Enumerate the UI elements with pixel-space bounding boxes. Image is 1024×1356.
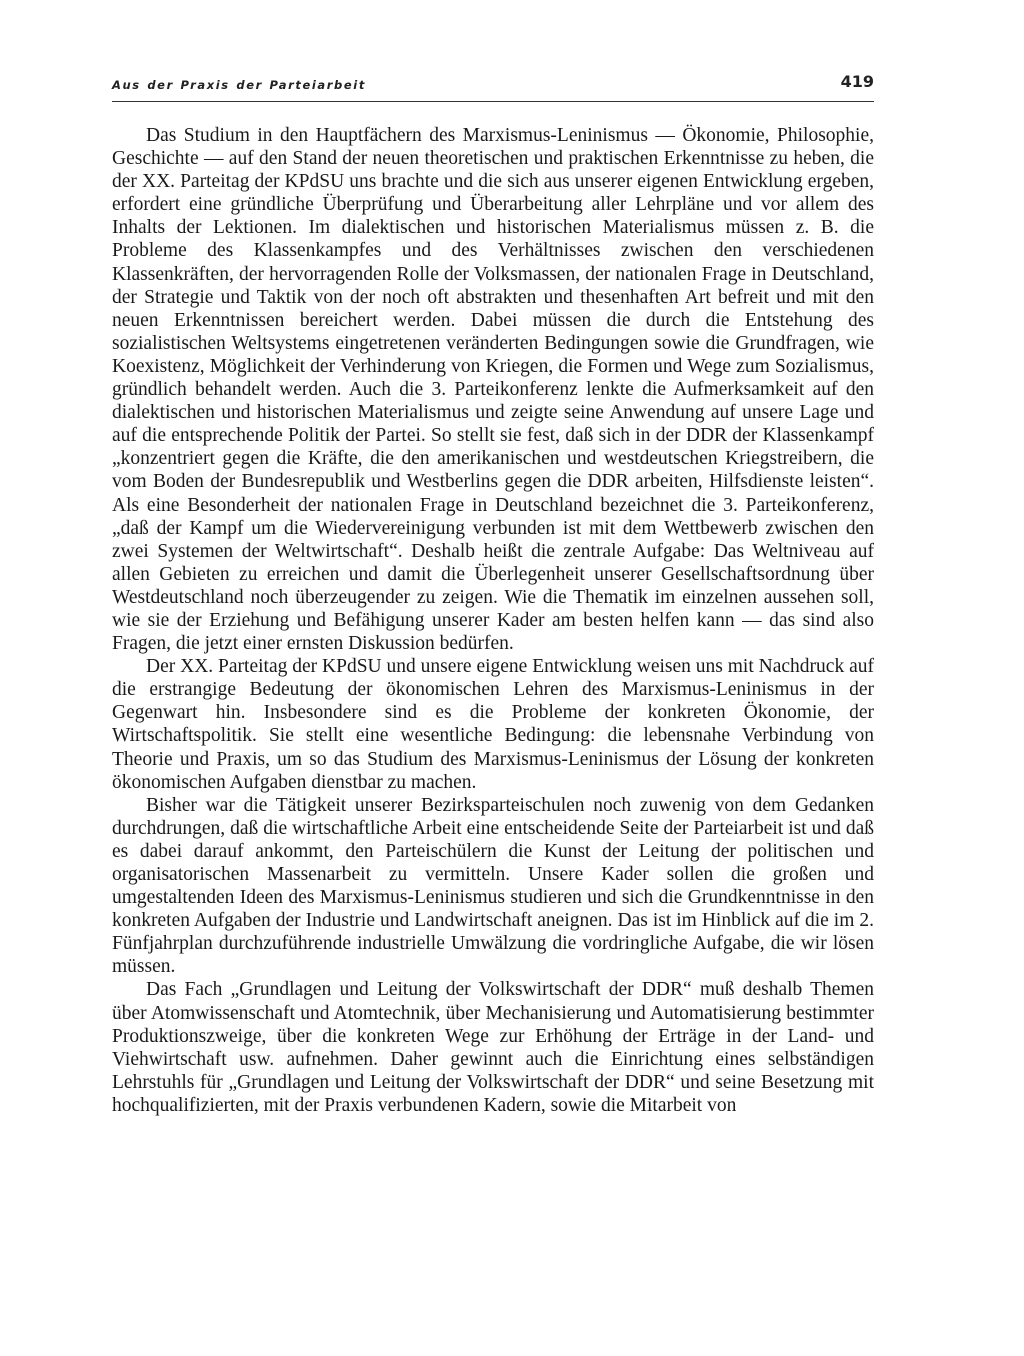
header-rule — [112, 101, 874, 102]
running-title: Aus der Praxis der Parteiarbeit — [112, 78, 366, 92]
body-text — [112, 124, 874, 1117]
paragraph: Das Studium in den Hauptfächern des Marxismus-Leninismus — Ökonomie, Philosophie, Geschichte — auf den Stand der neuen theoretischen und praktischen Erkenntnisse zu heben, die der XX. Parteitag der KPdSU uns brachte und die sich aus unserer eigenen Entwicklung ergeben, erfordert eine gründliche Überprüfung und Überarbeitung aller Lehrpläne und vor allem des Inhalts der Lektionen. Im dialektischen und historischen Materialismus müssen z. B. die Probleme des Klassenkampfes und des Verhältnisses zwischen den verschiedenen Klassenkräften, der hervorragenden Rolle der Volksmassen, der nationalen Frage in Deutschland, der Strategie und Taktik von der noch oft abstrakten und thesenhaften Art befreit und mit den neuen Erkenntnissen bereichert werden. Dabei müssen die durch die Entstehung des sozialistischen Weltsystems eingetretenen veränderten Bedingungen sowie die Grundfragen, wie Koexistenz, Möglichkeit der Verhinderung von Kriegen, die Formen und Wege zum Sozialismus, gründlich behandelt werden. Auch die 3. Parteikonferenz lenkte die Aufmerksamkeit auf den dialektischen und historischen Materialismus und zeigte seine Anwendung auf unsere Lage und auf die entsprechende Politik der Partei. So stellt sie fest, daß sich in der DDR der Klassenkampf „konzentriert gegen die Kräfte, die den amerikanischen und westdeutschen Kriegstreibern, die vom Boden der Bundesrepublik und Westberlins gegen die DDR arbeiten, Hilfsdienste leisten“. Als eine Besonderheit der nationalen Frage in Deutschland bezeichnet die 3. Parteikonferenz, „daß der Kampf um die Wiedervereinigung verbunden ist mit dem Wettbewerb zwischen den zwei Systemen der Weltwirtschaft“. Deshalb heißt die zentrale Aufgabe: Das Weltniveau auf allen Gebieten zu erreichen und damit die Überlegenheit unserer Gesellschaftsordnung über Westdeutschland noch überzeugender zu zeigen. Wie die Thematik im einzelnen aussehen soll, wie sie der Erziehung und Befähigung unserer Kader am besten helfen kann — das sind also Fragen, die jetzt einer ernsten Diskussion bedürfen. — [112, 125, 874, 655]
paragraph: Das Fach „Grundlagen und Leitung der Volkswirtschaft der DDR“ muß deshalb Themen über Atomwissenschaft und Atomtechnik, über Mechanisierung und Automatisierung bestimmter Produktionszweige, über die konkreten Wege zur Erhöhung der Erträge in der Land- und Viehwirtschaft usw. aufnehmen. Daher gewinnt auch die Einrichtung eines selbständigen Lehrstuhls für „Grundlagen und Leitung der Volkswirtschaft der DDR“ und seine Besetzung mit hochqualifizierten, mit der Praxis verbundenen Kadern, sowie die Mitarbeit von — [112, 979, 874, 1116]
page-header — [112, 72, 874, 100]
paragraph: Bisher war die Tätigkeit unserer Bezirksparteischulen noch zuwenig von dem Gedanken durchdrungen, daß die wirtschaftliche Arbeit eine entscheidende Seite der Parteiarbeit ist und daß es dabei darauf ankommt, den Parteischülern die Kunst der Leitung der politischen und organisatorischen Massenarbeit zu vermitteln. Unsere Kader sollen die großen und umgestaltenden Ideen des Marxismus-Leninismus studieren und sich die Grundkenntnisse in den konkreten Aufgaben der Industrie und Landwirtschaft aneignen. Das ist im Hinblick auf die im 2. Fünfjahrplan durchzuführende industrielle Umwälzung die vordringliche Aufgabe, die wir lösen müssen. — [112, 794, 874, 978]
paragraph: Der XX. Parteitag der KPdSU und unsere eigene Entwicklung weisen uns mit Nachdruck auf die erstrangige Bedeutung der ökonomischen Lehren des Marxismus-Leninismus in der Gegenwart hin. Insbesondere sind es die Probleme der konkreten Ökonomie, der Wirtschaftspolitik. Sie stellt eine wesentliche Bedingung: die lebensnahe Verbindung von Theorie und Praxis, um so das Studium des Marxismus-Leninismus der Lösung der konkreten ökonomischen Aufgaben dienstbar zu machen. — [112, 656, 874, 793]
page-number: 419 — [840, 72, 874, 91]
